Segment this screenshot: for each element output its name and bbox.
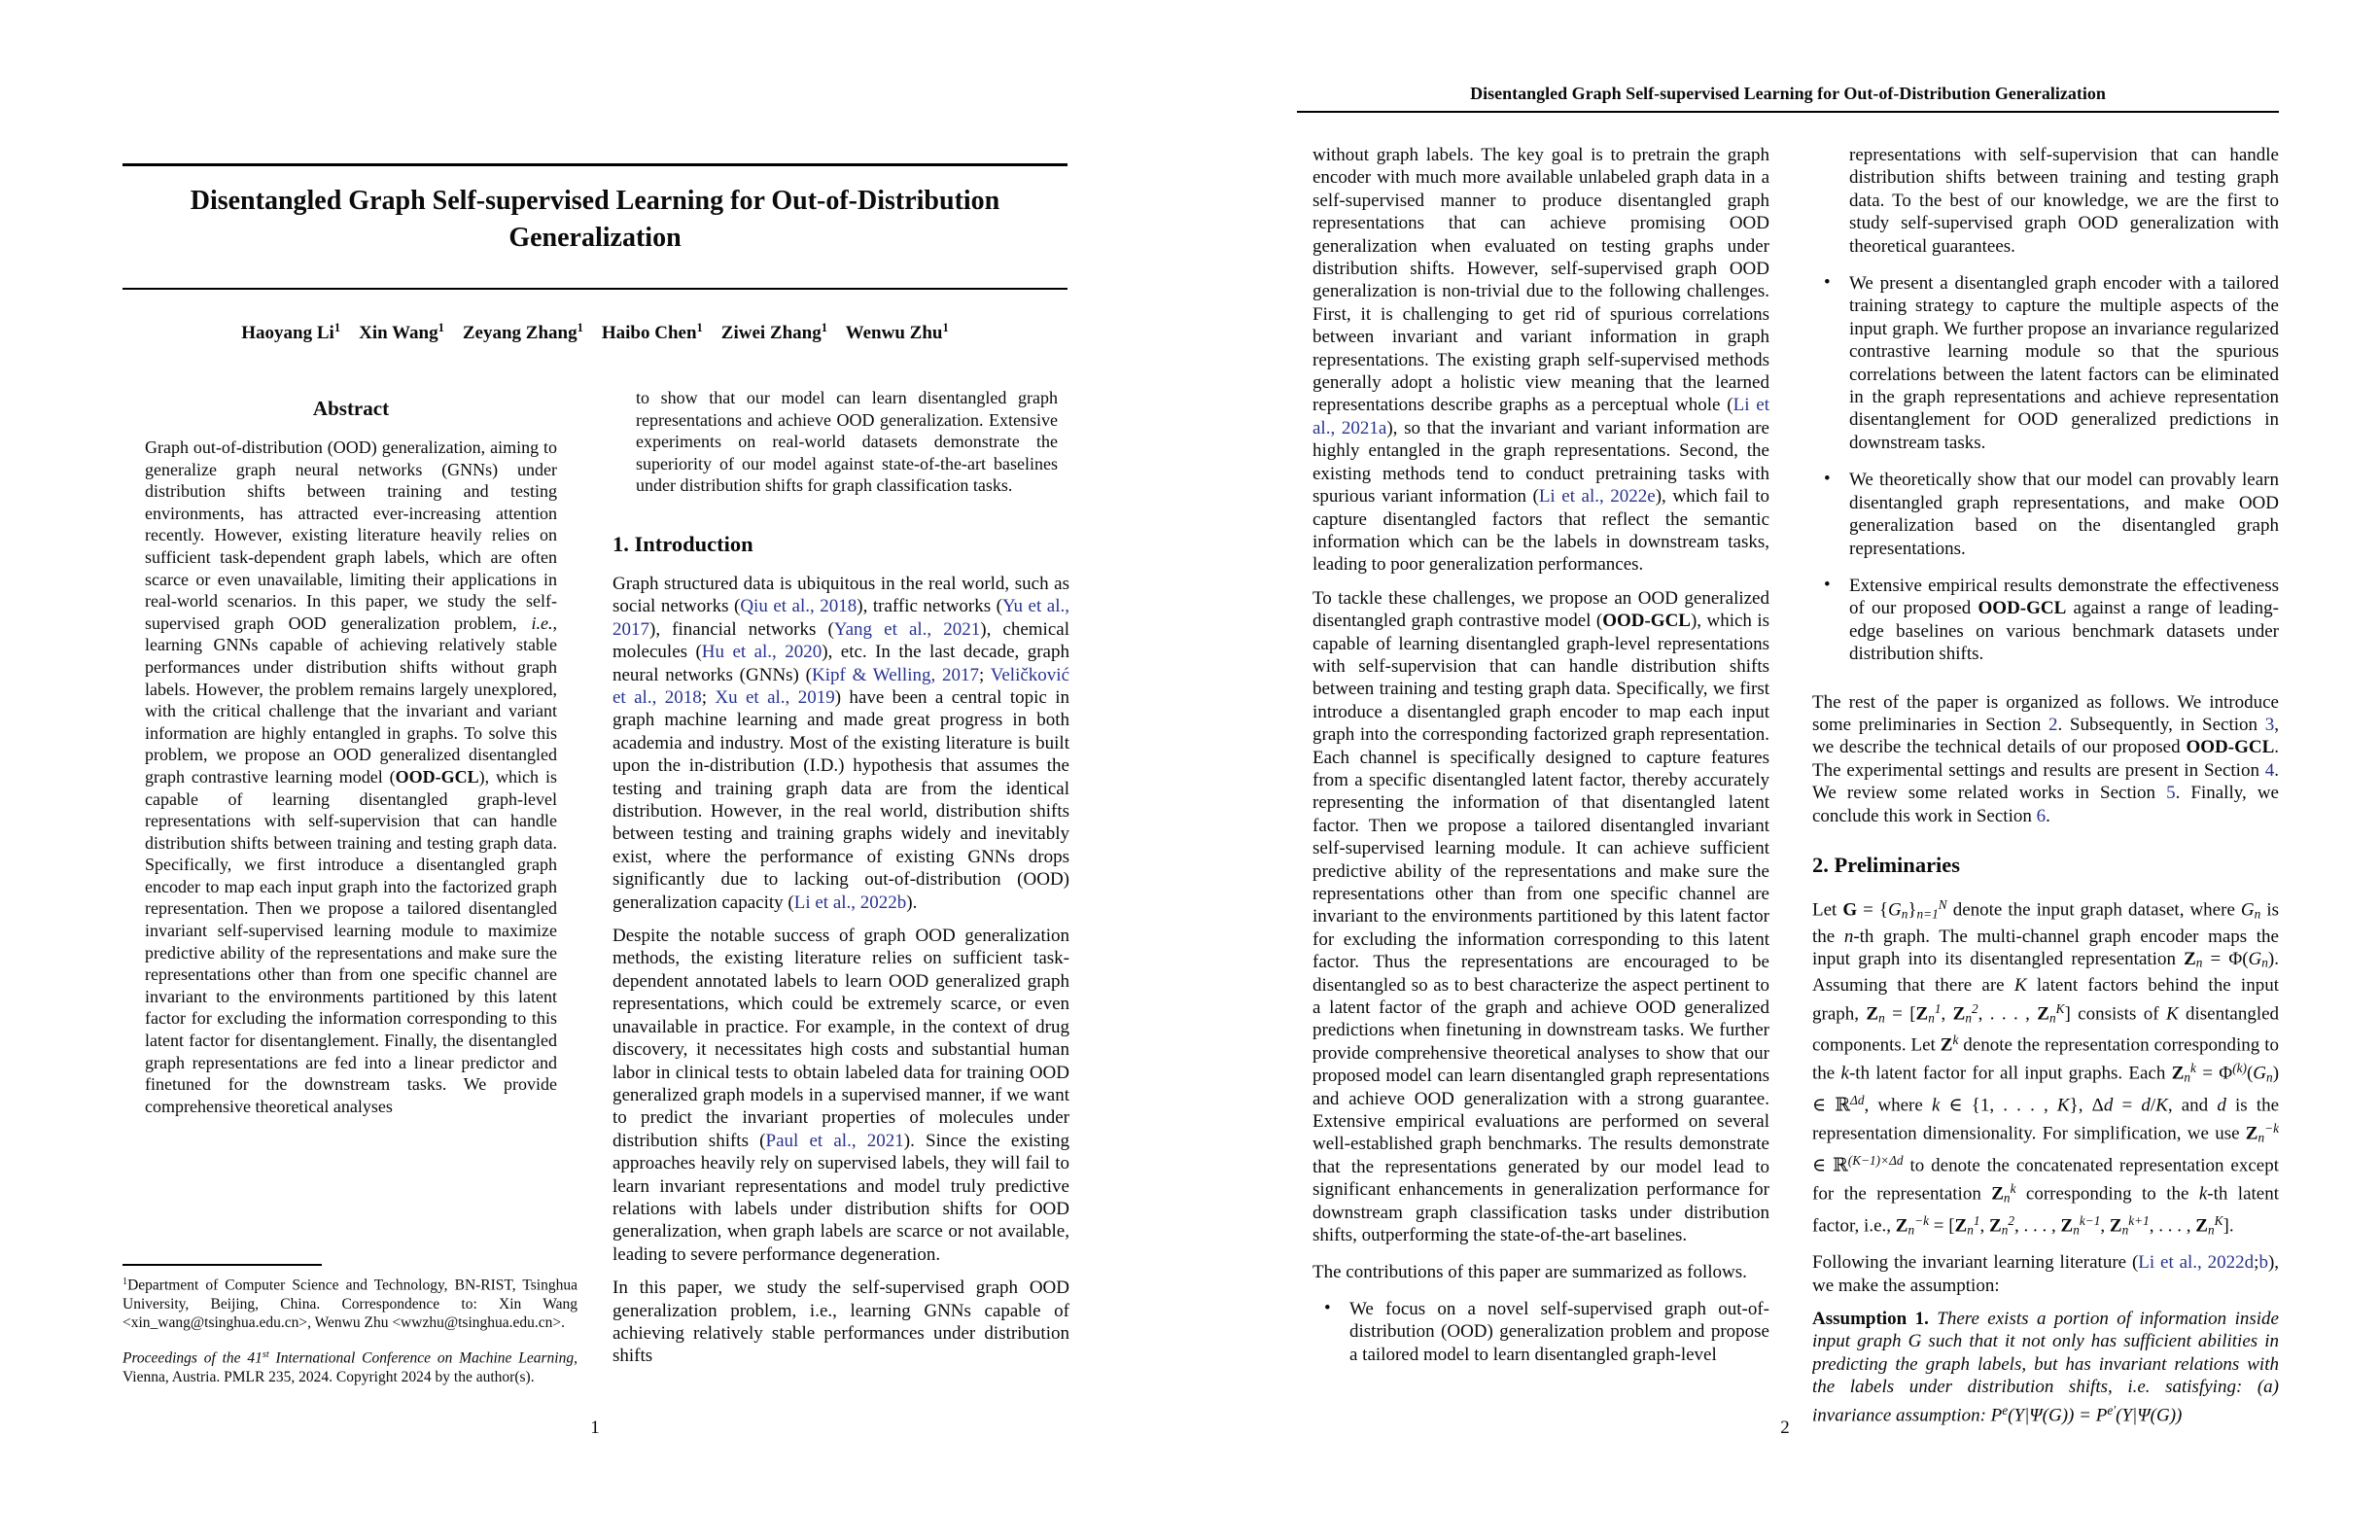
text-segment: n <box>1878 1009 1885 1025</box>
citation-link[interactable]: Qiu et al., 2018 <box>740 596 858 617</box>
text-segment: Z <box>1954 1215 1968 1237</box>
text-segment: Z <box>2060 1215 2074 1237</box>
text-segment: G <box>1842 899 1858 921</box>
citation-link[interactable]: Xu et al., 2019 <box>715 687 835 708</box>
text-segment: n <box>2266 1069 2273 1085</box>
text-segment: k <box>1931 1095 1941 1116</box>
text-segment: n <box>2184 1069 2191 1085</box>
paper-title: Disentangled Graph Self-supervised Learning for Out-of-Distribution Generalization <box>190 186 1000 253</box>
text-segment: n=1 <box>1916 906 1939 922</box>
citation-link[interactable]: Hu et al., 2020 <box>701 642 822 663</box>
abstract-heading: Abstract <box>312 397 390 420</box>
text-segment: −k <box>2264 1121 2279 1137</box>
text-segment: Z <box>1940 1034 1953 1056</box>
author-footnote: $^1$Department of Computer Science and Technology, BN-RIST, Tsinghua University, Beijing, China. Correspondence to: Xin Wang <xin_wang@tsinghua.edu.cn>, Wenwu Zhu <wwzhu@tsinghua.edu.cn>. <box>122 1277 578 1332</box>
contribution-item-4 <box>1824 575 2279 666</box>
text-segment: K <box>2055 1000 2065 1016</box>
text-segment: n <box>2073 1221 2080 1237</box>
text-segment: G <box>2253 1063 2267 1084</box>
text-segment: Z <box>2245 1123 2258 1144</box>
text-segment: n <box>1965 1009 1972 1025</box>
body-paragraph-proposal: To tackle these challenges, we propose an OOD generalized disentangled graph contrastive model (OOD-GCL), which is capable of learning disentangled graph-level representations with self-supervision that can handle distribution shifts between training and testing graph data. Specifically, we first introduce a disentangled graph encoder to map each input graph into the corresponding factorized graph representation. Each channel is specifically designed to capture features from a specific disentangled latent factor, thereby accurately representing the information of that disentangled latent factor. Then we propose a tailored disentangled invariant self-supervised learning module. It can achieve sufficient predictive ability of the representations and make sure the representations other than from one specific channel are invariant to the environments partitioned by this latent factor for excluding the information corresponding to this latent factor. Thus the representations are encouraged to be disentangled so as to best characterize the aspect pertinent to a latent factor of the graph and achieve OOD generalized predictions when finetuning in downstream tasks. We further provide comprehensive theoretical analyses to show that our proposed model can learn disentangled graph representations and achieve OOD generalization with a strong guarantee. Extensive empirical evaluations are performed on several well-established graph benchmarks. The results demonstrate that the representations generated by our model lead to significant enhancements in generalization performance for downstream graph classification tasks under distribution shifts, outperforming the state-of-the-art baselines. <box>1312 587 1769 1246</box>
text-segment: 1 <box>333 321 341 334</box>
text-segment: n <box>2258 1130 2265 1145</box>
title-rule-bottom <box>122 288 1068 290</box>
intro-paragraph-3: In this paper, we study the self-supervised graph OOD generalization problem, i.e., learning GNNs capable of achieving relatively stable performances under distribution shifts <box>612 1278 1069 1367</box>
text-segment: st <box>262 1348 269 1360</box>
citation-link[interactable]: 3 <box>2264 714 2275 735</box>
citation-link[interactable]: Yang et al., 2021 <box>833 618 981 640</box>
text-segment: n <box>2048 1009 2056 1025</box>
text-segment: −k <box>1914 1212 1929 1228</box>
text-segment: k <box>2198 1183 2208 1205</box>
text-segment: k+1 <box>2128 1212 2150 1228</box>
text-segment: 1 <box>1934 1000 1942 1016</box>
text-segment: (k) <box>2232 1061 2247 1076</box>
running-header: Disentangled Graph Self-supervised Learning for Out-of-Distribution Generalization <box>1470 84 2106 103</box>
text-segment: Y <box>2121 1405 2133 1426</box>
text-segment: K <box>2214 1212 2223 1228</box>
text-segment: P <box>1990 1405 2003 1426</box>
text-segment: d <box>2141 1095 2151 1116</box>
text-segment: n <box>2207 1221 2215 1237</box>
text-segment: k <box>2010 1180 2016 1196</box>
bullet-icon: • <box>1824 272 1831 294</box>
text-segment: G <box>2155 1405 2170 1426</box>
text-segment: Y <box>2013 1405 2025 1426</box>
citation-link[interactable]: 4 <box>2264 759 2275 781</box>
text-segment: n <box>1967 1221 1974 1237</box>
citation-link[interactable]: Veličković et al., 2018 <box>612 664 1069 708</box>
paper-outline-paragraph: The rest of the paper is organized as follows. We introduce some preliminaries in Section 2. Subsequently, in Section 3, we describe the technical details of our proposed OOD-GCL. The experimental settings and results are present in Section 4. We review some related works in Section 5. Finally, we conclude this work in Section 6. <box>1812 691 2279 826</box>
proceedings-note: Proceedings of the 41st International Conference on Machine Learning, Vienna, Austria. PMLR 235, 2024. Copyright 2024 by the author(s). <box>122 1348 578 1385</box>
body-paragraph-challenges: without graph labels. The key goal is to pretrain the graph encoder with much more available unlabeled graph data in a self-supervised manner to produce disentangled graph representations that can achieve promising OOD generalization when evaluated on testing graphs under distribution shifts. However, self-supervised graph OOD generalization is non-trivial due to the following challenges. First, it is challenging to get rid of spurious correlations between invariant and variant information in graph representations. The existing graph self-supervised methods generally adopt a holistic view meaning that the learned representations describe graphs as a perceptual whole (Li et al., 2021a), so that the invariant and variant information are highly entangled in the graph representations. Second, the existing methods tend to conduct pretraining tasks with spurious variant information (Li et al., 2022e), which fail to capture disentangled factors that reflect the semantic information which can be the labels in downstream tasks, leading to poor generalization performances. <box>1312 145 1769 576</box>
text-segment: e′ <box>2107 1402 2117 1418</box>
text-segment: G <box>2048 1405 2062 1426</box>
text-segment: K <box>2056 1095 2070 1116</box>
citation-link[interactable]: Kipf & Welling, 2017 <box>812 664 980 685</box>
citation-link[interactable]: Li et al., 2022e <box>1538 486 1656 508</box>
citation-link[interactable]: 2 <box>2048 714 2058 735</box>
text-segment: G <box>1908 1331 1922 1352</box>
text-segment: n <box>1843 926 1854 947</box>
section-heading-preliminaries: 2. Preliminaries <box>1812 852 1961 877</box>
text-segment: K <box>2155 1095 2168 1116</box>
text-segment: K <box>2165 1003 2179 1025</box>
text-segment: Z <box>2184 949 2196 970</box>
citation-link[interactable]: Yu et al., 2017 <box>612 596 1069 640</box>
title-rule-top <box>122 163 1068 166</box>
text-segment: Z <box>2037 1003 2049 1025</box>
bullet-icon: • <box>1824 574 1831 595</box>
text-segment: e <box>2002 1402 2009 1418</box>
text-segment: OOD-GCL <box>2186 737 2275 758</box>
text-segment: n <box>2121 1221 2129 1237</box>
page-number-2: 2 <box>1780 1418 1790 1438</box>
text-segment: 1 <box>1973 1212 1980 1228</box>
contribution-item-2 <box>1824 272 2279 454</box>
text-segment: n <box>2254 906 2261 922</box>
text-segment: Proceedings of the 41 <box>122 1349 262 1367</box>
text-segment: Δd <box>1850 1093 1865 1107</box>
text-segment: Z <box>2195 1215 2208 1237</box>
contribution-item-3 <box>1824 469 2279 560</box>
text-segment: d <box>2217 1095 2226 1116</box>
page1-column-2 <box>612 387 1069 1437</box>
text-segment: 1 <box>942 321 949 334</box>
text-segment: 2 <box>2008 1212 2015 1228</box>
text-segment: k <box>1840 1063 1849 1084</box>
text-segment: G <box>2240 899 2255 921</box>
assumption-paragraph: Assumption 1. There exists a portion of information inside input graph G such that it not only has sufficient abilities in predicting the graph labels, but has invariant relations with the labels under distribution shifts, i.e. satisfying: (a) invariance assumption: $P^e(Y|\Psi(G)) = P^{e'}(Y|\Psi(G))$ <box>1812 1309 2279 1426</box>
text-segment: International Conference on Machine Learning <box>268 1349 575 1367</box>
text-segment: i.e. <box>531 612 553 633</box>
text-segment: Z <box>2171 1063 2185 1084</box>
text-segment: Assumption 1. <box>1812 1309 1929 1330</box>
text-segment: Z <box>1895 1215 1908 1237</box>
header-rule <box>1297 111 2279 113</box>
abstract-body: Graph out-of-distribution (OOD) generalization, aiming to generalize graph neural networks (GNNs) under distribution shifts between training and testing environments, has attracted ever-increasing attention recently. However, existing literature heavily relies on sufficient task-dependent graph labels, which are often scarce or even unavailable, limiting their applications in real-world scenarios. In this paper, we study the self-supervised graph OOD generalization problem, i.e., learning GNNs capable of achieving relatively stable performances under distribution shifts without graph labels. However, the problem remains largely unexplored, with the critical challenge that the invariant and variant information are highly entangled in graphs. To solve this problem, we propose an OOD generalized disentangled graph contrastive learning model (OOD-GCL), which is capable of learning disentangled graph-level representations with self-supervision that can handle distribution shifts between training and testing graph data. Specifically, we first introduce a disentangled graph encoder to map each input graph into the factorized graph representation. Then we propose a tailored disentangled invariant self-supervised learning module to maximize predictive ability of the representations and make sure the representations other than from one specific channel are invariant to the environments partitioned by this latent factor for excluding the information corresponding to this latent factor for disentanglement. Finally, the disentangled graph representations are fed into a linear predictor and finetuned for the downstream tasks. We provide comprehensive theoretical analyses <box>145 438 557 1116</box>
contribution-item-1-continuation: representations with self-supervision that can handle distribution shifts between training and testing graph data. To the best of our knowledge, we are the first to study self-supervised graph OOD generalization with theoretical guarantees. <box>1849 145 2279 257</box>
text-segment: 1 <box>438 321 444 334</box>
contribution-item-2-text: We present a disentangled graph encoder with a tailored training strategy to capture the multiple aspects of the input graph. We further propose an invariance regularized contrastive learning module so that the spurious correlations between the latent factors can be eliminated in the graph representations and achieve representation disentanglement for OOD generalized predictions in downstream tasks. <box>1849 273 2279 453</box>
text-segment: Z <box>1952 1003 1966 1025</box>
text-segment: K <box>2013 975 2027 997</box>
text-segment: OOD-GCL <box>1602 611 1691 632</box>
text-segment: Z <box>2109 1215 2122 1237</box>
text-segment: 1 <box>696 321 703 334</box>
author-list: Haoyang Li$^1$ Xin Wang$^1$ Zeyang Zhang$^1$ Haibo Chen$^1$ Ziwei Zhang$^1$ Wenwu Zhu$^1$ <box>241 321 949 343</box>
preliminaries-paragraph: Let $G = \{Gn\}n=1^N$ denote the input graph dataset, where Gn is the n-th graph. The multi-channel graph encoder maps the input graph into its disentangled representation Zn = Φ(Gn). Assuming that there are K latent factors behind the input graph, $Zn = [Zn^1$, Zn$^2$, . . . , $Zn^K$] consists of K disentangled components. Let $Z^k$ denote the representation corresponding to the k-th latent factor for all input graphs. Each $Zn^k = \Phi^{(k)}(Gn)$ ∈ ℝ$^{\Delta d}$, where k ∈ {1, . . . , K}, Δd = d/K, and d is the representation dimensionality. For simplification, we use $Zn^{-k}$ ∈ ℝ$^{(K-1)\times\Delta d}$ to denote the concatenated representation except for the representation Zn$^k$ corresponding to the k-th latent factor, i.e., $Zn^{-k} = [Zn^1$, Zn$^2$, . . . , $Zn^{k-1}$, $Zn^{k+1}$, . . . , $Zn^K$]. <box>1812 896 2279 1237</box>
page-2 <box>1190 0 2380 1540</box>
page1-column-1 <box>122 397 579 1117</box>
text-segment: Z <box>1989 1215 2002 1237</box>
contribution-item-3-text: We theoretically show that our model can provably learn disentangled graph representations, and make OOD generalization based on the disentangled graph representations. <box>1849 470 2279 559</box>
footnote-block <box>122 1264 578 1386</box>
citation-link[interactable]: 6 <box>2036 805 2047 826</box>
citation-link[interactable]: 2022d <box>2207 1252 2255 1274</box>
text-segment: n <box>2001 1221 2009 1237</box>
text-segment: n <box>1901 906 1908 922</box>
text-segment: N <box>1938 896 1947 912</box>
text-segment: G <box>2248 949 2262 970</box>
abstract-continuation: to show that our model can learn disentangled graph representations and achieve OOD generalization. Extensive experiments on real-world datasets demonstrate the superiority of our model against state-of-the-art baselines under distribution shifts for graph classification tasks. <box>636 388 1058 496</box>
footnote-rule <box>122 1264 322 1266</box>
text-segment: Z <box>1991 1183 2004 1205</box>
text-segment: G <box>1888 899 1902 921</box>
page2-column-1 <box>1312 144 1769 1369</box>
text-segment: n <box>2195 955 2203 970</box>
citation-link[interactable]: Li et al., 2021a <box>1312 395 1769 438</box>
text-segment: k <box>1952 1032 1959 1048</box>
text-segment: n <box>1928 1009 1935 1025</box>
text-segment: n <box>1908 1221 1915 1237</box>
text-segment: n <box>2261 955 2268 970</box>
text-segment: n <box>2003 1190 2011 1206</box>
invariant-literature-line: Following the invariant learning literature (Li et al., 2022d;b), we make the assumption: <box>1812 1252 2279 1296</box>
bullet-icon: • <box>1824 469 1831 490</box>
intro-paragraph-1: Graph structured data is ubiquitous in the real world, such as social networks (Qiu et al., 2018), traffic networks (Yu et al., 2017), financial networks (Yang et al., 2021), chemical molecules (Hu et al., 2020), etc. In the last decade, graph neural networks (GNNs) (Kipf & Welling, 2017; Veličković et al., 2018; Xu et al., 2019) have been a central topic in graph machine learning and made great progress in both academia and industry. Most of the existing literature is built upon the in-distribution (I.D.) hypothesis that assumes the testing and training graph data are from the identical distribution. However, in the real world, distribution shifts between testing and training graphs widely and inevitably exist, where the performance of existing GNNs drops significantly due to lacking out-of-distribution (OOD) generalization capacity (Li et al., 2022b). <box>612 573 1069 913</box>
text-segment: Z <box>1866 1003 1879 1025</box>
citation-link[interactable]: Paul et al., 2021 <box>765 1130 904 1151</box>
text-segment: 1 <box>577 321 583 334</box>
page2-column-2 <box>1812 144 2279 1505</box>
bullet-icon: • <box>1324 1297 1331 1318</box>
text-segment: OOD-GCL <box>395 766 479 787</box>
text-segment: 2 <box>1972 1000 1978 1016</box>
text-segment: (K−1)×Δd <box>1847 1152 1904 1168</box>
contributions-lead: The contributions of this paper are summarized as follows. <box>1312 1261 1747 1282</box>
text-segment: Z <box>1915 1003 1929 1025</box>
text-segment: k <box>2190 1061 2196 1076</box>
section-heading-introduction: 1. Introduction <box>612 531 753 556</box>
contribution-item-1 <box>1324 1298 1769 1366</box>
citation-link[interactable]: b <box>2258 1252 2268 1274</box>
text-segment: OOD-GCL <box>1978 598 2067 619</box>
citation-link[interactable]: 5 <box>2166 783 2176 804</box>
text-segment: k−1 <box>2079 1212 2101 1228</box>
contribution-item-1-text: We focus on a novel self-supervised graph out-of-distribution (OOD) generalization problem and propose a tailored model to learn disentangled graph-level <box>1349 1298 1769 1365</box>
intro-paragraph-2: Despite the notable success of graph OOD generalization methods, the existing literature relies on sufficient task-dependent annotated labels to learn OOD generalized graph representations, which could be extremely scarce, or even unavailable in practice. For example, in the context of drug discovery, it necessitates high costs and substantial human labor in clinical tests to obtain labeled data for training OOD generalized graph models in a supervised manner, if we want to predict the invariant properties of molecules under distribution shifts (Paul et al., 2021). Since the existing approaches heavily rely on supervised labels, they will fail to learn invariant representations and model truly predictive relations with labels under distribution shifts for OOD generalization, when graph labels are scarce or not available, leading to severe performance degeneration. <box>612 926 1069 1265</box>
text-segment: P <box>2095 1405 2108 1426</box>
text-segment: 1 <box>821 321 828 334</box>
contribution-item-4-text: Extensive empirical results demonstrate the effectiveness of our proposed OOD-GCL against a range of leading-edge baselines on various benchmark datasets under distribution shifts. <box>1849 575 2279 665</box>
citation-link[interactable]: Li et al., <box>2138 1252 2202 1274</box>
citation-link[interactable]: Li et al., 2022b <box>793 892 907 913</box>
page-number-1: 1 <box>590 1418 600 1438</box>
text-segment: d <box>2103 1095 2114 1116</box>
text-segment: 1 <box>122 1277 128 1287</box>
